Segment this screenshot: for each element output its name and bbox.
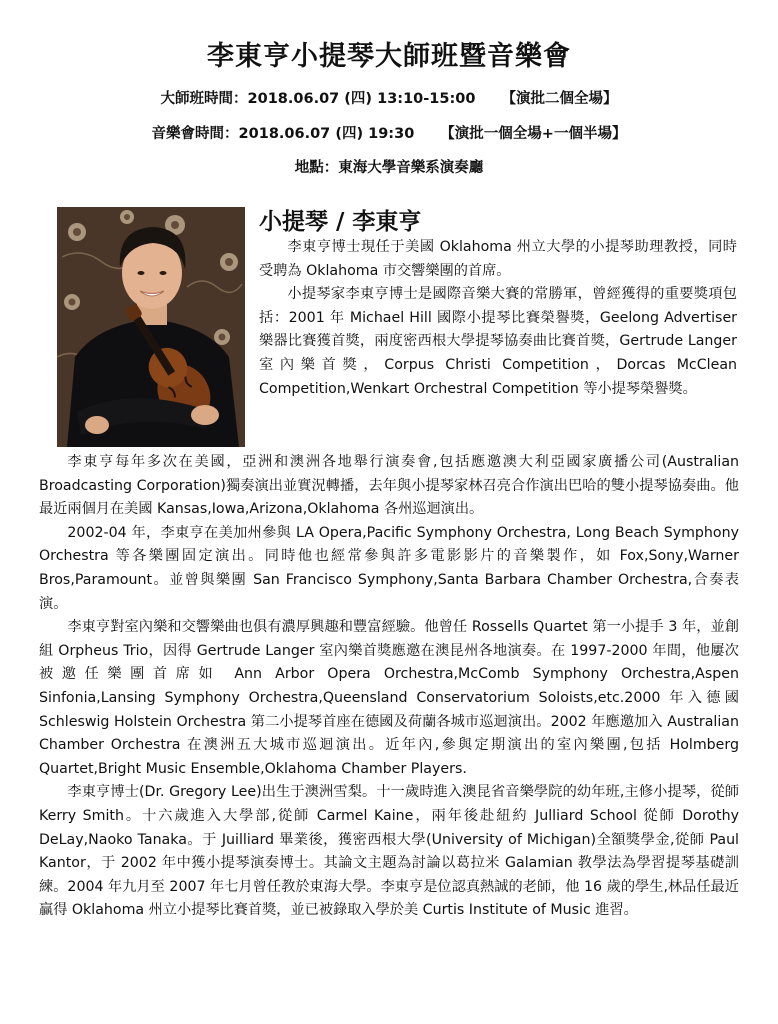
concert-datetime: 2018.06.07 (四) 19:30 (238, 126, 415, 142)
venue-line (0, 156, 778, 177)
violinist-photo (57, 207, 245, 447)
intro-paragraph: 小提琴家李東亨博士是國際音樂大賽的常勝軍，曾經獲得的重要獎項包括：2001 年 Michael Hill 國際小提琴比賽榮譽獎，Geelong Advertiser 樂器比賽獲首獎，兩度密西根大學提琴協奏曲比賽首獎，Gertrude Langer 室內樂首獎，Corpus Christi Competition，Dorcas McClean Competition,Wenkart Orchestral Competition 等小提琴榮譽獎。 (259, 286, 737, 397)
masterclass-time-line (0, 87, 778, 108)
intro-paragraph: 李東亨博士現任于美國 Oklahoma 州立大學的小提琴助理教授，同時受聘為 Oklahoma 市交響樂團的首席。 (259, 239, 737, 279)
concert-note: 【演批一個全場+一個半場】 (440, 126, 627, 142)
masterclass-datetime: 2018.06.07 (四) 13:10-15:00 (247, 91, 476, 107)
intro-text (259, 236, 737, 401)
body-paragraph: 李東亨對室內樂和交響樂曲也俱有濃厚興趣和豐富經驗。他曾任 Rossells Quartet 第一小提手 3 年，並創組 Orpheus Trio，因得 Gertrude Langer 室內樂首獎應邀在澳昆州各地演奏。在 1997-2000 年間，他屢次被邀任樂團首席如 Ann Arbor Opera Orchestra,McComb Symphony Orchestra,Aspen Sinfonia,Lansing Symphony Orchestra,Queensland Conservatorium Soloists,etc.2000 年入德國 Schleswig Holstein Orchestra 第二小提琴首座在德國及荷蘭各城市巡迴演出。2002 年應邀加入 Australian Chamber Orchestra 在澳洲五大城市巡迴演出。近年內,參與定期演出的室內樂團,包括 Holmberg Quartet,Bright Music Ensemble,Oklahoma Chamber Players. (39, 619, 739, 777)
masterclass-label: 大師班時間： (160, 91, 248, 107)
page-title: 李東亨小提琴大師班暨音樂會 (207, 41, 571, 72)
venue-label: 地點： (294, 160, 339, 176)
body-paragraph: 2002-04 年，李東亨在美加州參與 LA Opera,Pacific Symphony Orchestra, Long Beach Symphony Orchestra 等各樂團固定演出。同時他也經常參與許多電影影片的音樂製作，如 Fox,Sony,Warner Bros,Paramount。並曾與樂團 San Francisco Symphony,Santa Barbara Chamber Orchestra,合奏表演。 (39, 524, 739, 612)
biography-text (39, 451, 739, 923)
body-paragraph: 李東亨每年多次在美國，亞洲和澳洲各地舉行演奏會,包括應邀澳大利亞國家廣播公司(Australian Broadcasting Corporation)獨奏演出並實況轉播，去年與小提琴家林召亮合作演出巴哈的雙小提琴協奏曲。他最近兩個月在美國 Kansas,Iowa,Arizona,Oklahoma 各州巡迴演出。 (39, 454, 739, 518)
venue-value: 東海大學音樂系演奏廳 (338, 160, 484, 176)
concert-label: 音樂會時間： (151, 126, 239, 142)
body-paragraph: 李東亨博士(Dr. Gregory Lee)出生于澳洲雪梨。十一歲時進入澳昆省音樂學院的幼年班,主修小提琴，從師 Kerry Smith。十六歲進入大學部,從師 Carmel Kaine，兩年後赴紐約 Julliard School 從師 Dorothy DeLay,Naoko Tanaka。于 Juilliard 畢業後，獲密西根大學(University of Michigan)全額獎學金,從師 Paul Kantor，于 2002 年中獲小提琴演奏博士。其論文主題為討論以葛拉米 Galamian 教學法為學習提琴基礎訓練。2004 年九月至 2007 年七月曾任教於東海大學。李東亨是位認真熱誠的老師，他 16 歲的學生,林品任最近贏得 Oklahoma 州立小提琴比賽首獎，並已被錄取入學於美 Curtis Institute of Music 進習。 (39, 784, 739, 919)
section-heading: 小提琴 / 李東亨 (259, 209, 422, 235)
masterclass-note: 【演批二個全場】 (501, 91, 618, 107)
concert-time-line (0, 122, 778, 143)
